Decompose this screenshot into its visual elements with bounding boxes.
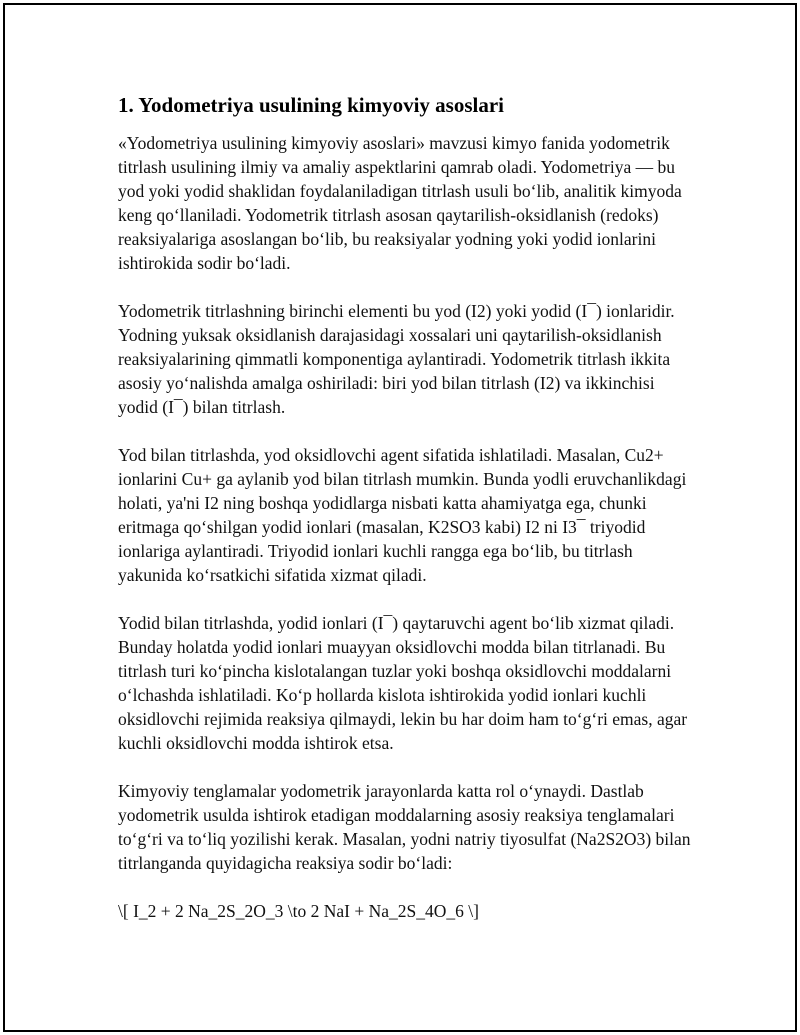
paragraph-chemical-equations: Kimyoviy tenglamalar yodometrik jarayonlarda katta rol o‘ynaydi. Dastlab yodometrik usulda ishtirok etadigan moddalarning asosiy reaksiya tenglamalari to‘g‘ri va to‘liq yozilishi kerak. Masalan, yodni natriy tiyosulfat (Na2S2O3) bilan titrlanganda quyidagicha reaksiya sodir bo‘ladi: bbox=[118, 781, 691, 874]
document-body bbox=[118, 92, 698, 947]
paragraph-intro: «Yodometriya usulining kimyoviy asoslari» mavzusi kimyo fanida yodometrik titrlash usulining ilmiy va amaliy aspektlarini qamrab oladi. Yodometriya — bu yod yoki yodid shaklidan foydalaniladigan titrlash usuli bo‘lib, analitik kimyoda keng qo‘llaniladi. Yodometrik titrlash asosan qaytarilish-oksidlanish (redoks) reaksiyalariga asoslangan bo‘lib, bu reaksiyalar yodning yoki yodid ionlarini ishtirokida sodir bo‘ladi. bbox=[118, 133, 682, 274]
paragraph-iodine-elements: Yodometrik titrlashning birinchi elementi bu yod (I2) yoki yodid (I¯) ionlaridir. Yodning yuksak oksidlanish darajasidagi xossalari uni qaytarilish-oksidlanish reaksiyalarining qimmatli komponentiga aylantiradi. Yodometrik titrlash ikkita asosiy yo‘nalishda amalga oshiriladi: biri yod bilan titrlash (I2) va ikkinchisi yodid (I¯) bilan titrlash. bbox=[118, 301, 675, 418]
paragraph-iodine-titration: Yod bilan titrlashda, yod oksidlovchi agent sifatida ishlatiladi. Masalan, Cu2+ ionlarini Cu+ ga aylanib yod bilan titrlash mumkin. Bunda yodli eruvchanlikdagi holati, ya'ni I2 ning boshqa yodidlarga nisbati katta ahamiyatga ega, chunki eritmaga qo‘shilgan yodid ionlari (masalan, K2SO3 kabi) I2 ni I3¯ triyodid ionlariga aylantiradi. Triyodid ionlari kuchli rangga ega bo‘lib, bu titrlash yakunida ko‘rsatkichi sifatida xizmat qiladi. bbox=[118, 445, 687, 586]
reaction-formula: \[ I_2 + 2 Na_2S_2O_3 \to 2 NaI + Na_2S_4O_6 \] bbox=[118, 901, 479, 922]
paragraph-iodide-titration: Yodid bilan titrlashda, yodid ionlari (I¯) qaytaruvchi agent bo‘lib xizmat qiladi. Bunday holatda yodid ionlari muayyan oksidlovchi modda bilan titrlanadi. Bu titrlash turi ko‘pincha kislotalangan tuzlar yoki boshqa oksidlovchi moddalarni o‘lchashda ishlatiladi. Ko‘p hollarda kislota ishtirokida yodid ionlari kuchli oksidlovchi rejimida reaksiya qilmaydi, lekin bu har doim ham to‘g‘ri emas, agar kuchli oksidlovchi modda ishtirok etsa. bbox=[118, 613, 688, 754]
section-heading: 1. Yodometriya usulining kimyoviy asoslari bbox=[118, 93, 505, 117]
